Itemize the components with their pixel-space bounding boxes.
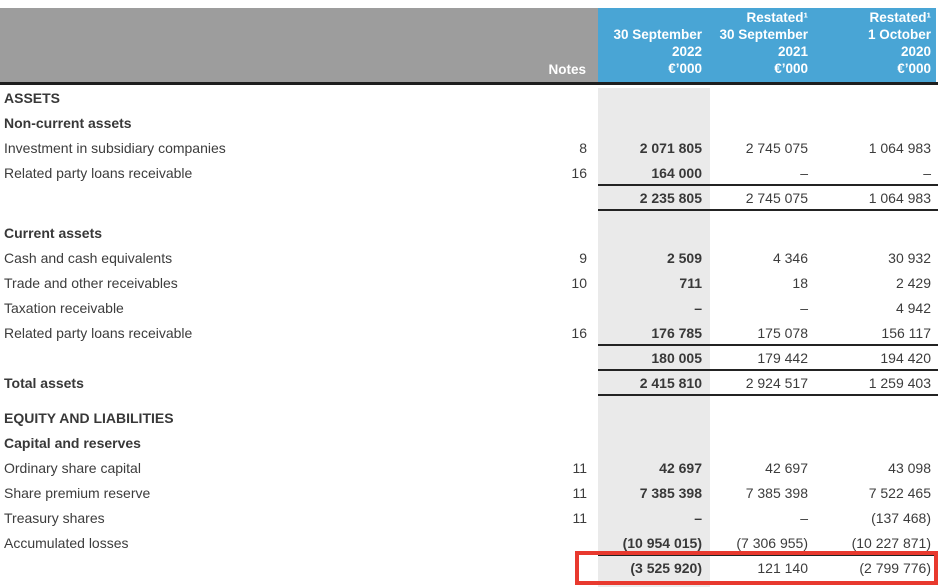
- table-row: [0, 320, 938, 345]
- column-header-line: 30 September: [613, 27, 702, 42]
- row-label: Related party loans receivable: [4, 164, 193, 181]
- table-row: [0, 370, 938, 395]
- row-label: Share premium reserve: [4, 484, 151, 501]
- column-header-line: €’000: [897, 61, 931, 76]
- cell-2022: 2 415 810: [639, 374, 702, 391]
- table-row: [0, 395, 938, 405]
- row-note: 9: [579, 249, 587, 266]
- table-header: [0, 8, 938, 85]
- column-header-line: 2021: [777, 44, 808, 59]
- cell-2021: (7 306 955): [736, 534, 808, 551]
- cell-2022: 2 235 805: [639, 189, 702, 206]
- cell-2022: 2 071 805: [639, 139, 702, 156]
- table-row: [0, 270, 938, 295]
- cell-2021: 4 346: [772, 249, 808, 266]
- row-label: Cash and cash equivalents: [4, 249, 173, 266]
- cell-2021: –: [800, 299, 808, 316]
- cell-2022: 2 509: [666, 249, 702, 266]
- cell-2022: 176 785: [651, 324, 702, 341]
- row-note: 16: [571, 324, 587, 341]
- cell-2020: (137 468): [871, 509, 931, 526]
- cell-2022: –: [694, 299, 702, 316]
- row-label: Current assets: [4, 224, 103, 241]
- cell-2020: 43 098: [888, 459, 931, 476]
- row-note: 8: [579, 139, 587, 156]
- cell-2021: 2 924 517: [745, 374, 808, 391]
- cell-2022: 164 000: [651, 164, 702, 181]
- column-header-line: 2022: [671, 44, 702, 59]
- table-row: [0, 295, 938, 320]
- cell-2021: 7 385 398: [745, 484, 808, 501]
- column-header-2022: [598, 26, 710, 82]
- column-header-line: Restated¹: [746, 10, 808, 25]
- cell-2020: 4 942: [895, 299, 931, 316]
- row-label: Capital and reserves: [4, 434, 141, 451]
- cell-2022: 7 385 398: [639, 484, 702, 501]
- row-label: Non-current assets: [4, 114, 132, 131]
- cell-2021: 2 745 075: [745, 189, 808, 206]
- table-row: [0, 85, 938, 110]
- cell-2020: 2 429: [895, 274, 931, 291]
- row-label: Trade and other receivables: [4, 274, 178, 291]
- cell-2020: 7 522 465: [868, 484, 931, 501]
- cell-2020: 156 117: [881, 324, 931, 341]
- cell-2021: 121 140: [757, 560, 808, 576]
- row-note: 11: [572, 484, 587, 501]
- row-label: Total assets: [4, 374, 84, 391]
- table-header-blue-area: [598, 8, 936, 82]
- table-header-gray-area: [0, 8, 598, 82]
- column-header-line: 30 September: [719, 27, 808, 42]
- row-label: Ordinary share capital: [4, 459, 141, 476]
- column-header-line: €’000: [774, 61, 808, 76]
- table-row: [0, 110, 938, 135]
- cell-2022: 180 005: [651, 349, 702, 366]
- cell-2022: 42 697: [659, 459, 702, 476]
- cell-2021: 175 078: [757, 324, 808, 341]
- cell-2020: 1 064 983: [868, 139, 931, 156]
- row-label: Taxation receivable: [4, 299, 124, 316]
- cell-2020: 1 064 983: [868, 189, 931, 206]
- row-note: 11: [572, 459, 587, 476]
- cell-2021: 18: [792, 274, 808, 291]
- column-header-2020-restated: [816, 9, 936, 82]
- column-header-line: Restated¹: [869, 10, 931, 25]
- table-row: [0, 185, 938, 210]
- cell-2020: 1 259 403: [868, 374, 931, 391]
- column-header-line: €’000: [668, 61, 702, 76]
- table-body: [0, 85, 938, 581]
- cell-2022: 711: [679, 274, 702, 291]
- column-header-line: 2020: [900, 44, 931, 59]
- cell-2022: (10 954 015): [622, 534, 702, 551]
- row-label: Accumulated losses: [4, 534, 129, 551]
- cell-2021: 2 745 075: [745, 139, 808, 156]
- column-header-line: 1 October: [867, 27, 931, 42]
- row-note: 11: [572, 509, 587, 526]
- cell-2021: –: [800, 509, 808, 526]
- table-row: [0, 505, 938, 530]
- table-row: [0, 160, 938, 185]
- cell-2021: –: [800, 164, 808, 181]
- table-row: [0, 220, 938, 245]
- financial-table: [0, 8, 938, 581]
- row-note: 10: [571, 274, 587, 291]
- table-row: [0, 555, 938, 581]
- cell-2020: –: [923, 164, 931, 181]
- table-row: [0, 530, 938, 555]
- table-row: [0, 430, 938, 455]
- row-label: ASSETS: [4, 89, 61, 106]
- table-row: [0, 455, 938, 480]
- row-note: 16: [571, 164, 587, 181]
- cell-2020: 194 420: [880, 349, 931, 366]
- table-row: [0, 135, 938, 160]
- table-row: [0, 405, 938, 430]
- notes-column-header: Notes: [548, 62, 586, 77]
- cell-2020: 30 932: [888, 249, 931, 266]
- row-label: Investment in subsidiary companies: [4, 139, 226, 156]
- cell-2022: (3 525 920): [630, 560, 702, 576]
- row-label: Related party loans receivable: [4, 324, 193, 341]
- cell-2021: 179 442: [757, 349, 808, 366]
- table-row: [0, 480, 938, 505]
- row-label: EQUITY AND LIABILITIES: [4, 409, 174, 426]
- table-row: [0, 345, 938, 370]
- cell-2021: 42 697: [765, 459, 808, 476]
- column-header-2021-restated: [710, 9, 816, 82]
- cell-2020: (2 799 776): [859, 560, 931, 576]
- table-row: [0, 245, 938, 270]
- cell-2022: –: [694, 509, 702, 526]
- row-label: Treasury shares: [4, 509, 105, 526]
- cell-2020: (10 227 871): [851, 534, 931, 551]
- table-row: [0, 210, 938, 220]
